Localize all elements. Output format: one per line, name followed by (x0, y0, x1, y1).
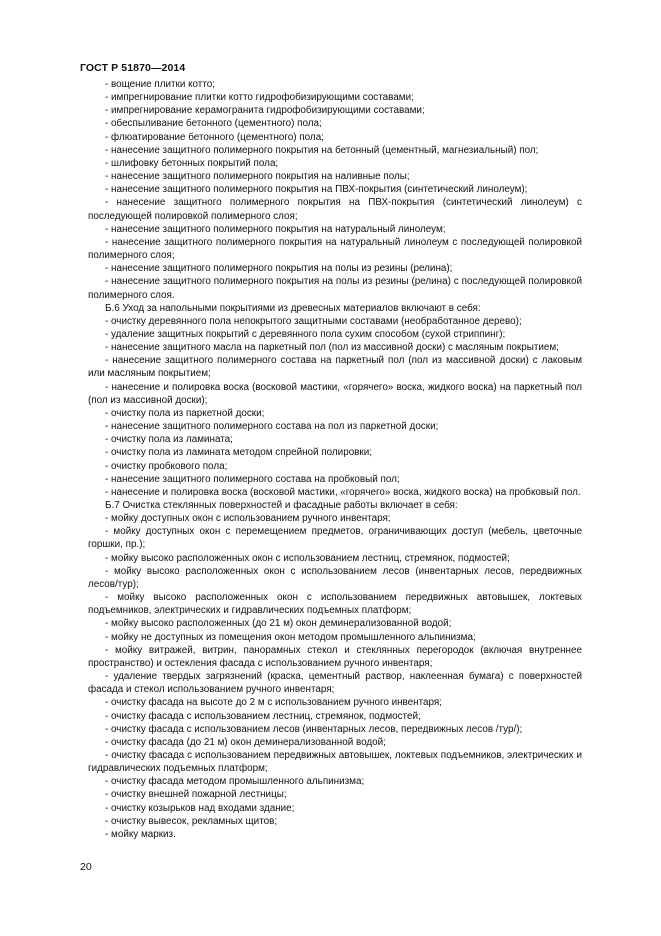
paragraph: - удаление твердых загрязнений (краска, цементный раствор, наклеенная бумага) с поверхностей фасада и стекол использованием ручного инвентаря; (88, 671, 582, 696)
paragraph: - флюатирование бетонного (цементного) пола; (105, 131, 324, 143)
paragraph: - мойку маркиз. (105, 828, 176, 840)
paragraph: - очистку фасада с использованием лесов (инвентарных лесов, передвижных лесов /тур/); (105, 723, 523, 735)
paragraph: - очистку козырьков над входами здание; (105, 802, 295, 814)
paragraph: - нанесение защитного полимерного покрытия на полы из резины (релина) с последующей полировкой полимерного слоя. (88, 276, 582, 301)
paragraph: - мойку высоко расположенных окон с использованием лесов (инвентарных лесов, передвижных лесов/тур); (88, 565, 582, 590)
paragraph: - мойку не доступных из помещения окон методом промышленного альпинизма; (105, 631, 476, 643)
paragraph: - нанесение защитного полимерного покрытия на натуральный линолеум; (105, 223, 446, 235)
paragraph: - очистку фасада с использованием передвижных автовышек, локтевых подъемников, электрических и гидравлических подъемных платформ; (88, 749, 582, 775)
paragraph: - очистку фасада с использованием лестниц, стремянок, подмостей; (105, 710, 421, 722)
paragraph: - нанесение защитного полимерного состава на пол из паркетной доски; (105, 421, 439, 433)
paragraph: - очистку пробкового пола; (105, 460, 228, 472)
paragraph: - нанесение и полировка воска (восковой мастики, «горячего» воска, жидкого воска) на пробковый пол. (105, 486, 581, 498)
paragraph: - импрегнирование плитки котто гидрофобизирующими составами; (105, 92, 414, 104)
paragraph: - очистку пола из паркетной доски; (105, 407, 265, 419)
paragraph: - мойку доступных окон с перемещением предметов, ограничивающих доступ (мебель, цветочные горшки, пр.); (88, 526, 582, 551)
paragraph: - мойку высоко расположенных окон с использованием передвижных автовышек, локтевых подъемников, электрических и гидравлических подъемных платформ; (88, 592, 582, 617)
paragraph: - очистку деревянного пола непокрытого защитными составами (необработанное дерево); (105, 315, 522, 327)
paragraph: - мойку высоко расположенных (до 21 м) окон деминерализованной водой; (105, 618, 452, 630)
paragraph: - очистку фасада на высоте до 2 м с использованием ручного инвентаря; (105, 697, 443, 709)
paragraph: - нанесение защитного полимерного покрытия на бетонный (цементный, магнезиальный) пол; (105, 144, 539, 156)
paragraph: - шлифовку бетонных покрытий пола; (105, 157, 279, 169)
page-number: 20 (80, 861, 92, 873)
paragraph: - очистку внешней пожарной лестницы; (105, 789, 287, 801)
paragraph: - очистку вывесок, рекламных щитов; (105, 815, 278, 827)
paragraph: - нанесение защитного масла на паркетный пол (пол из массивной доски) с масляным покрытием; (105, 342, 559, 354)
paragraph: - очистку фасада (до 21 м) окон деминерализованной водой; (105, 736, 386, 748)
paragraph: - нанесение защитного полимерного состава на пробковый пол; (105, 473, 400, 485)
paragraph: - нанесение и полировка воска (восковой мастики, «горячего» воска, жидкого воска) на паркетный пол (пол из массивной доски); (88, 381, 582, 406)
paragraph: Б.6 Уход за напольными покрытиями из древесных материалов включают в себя: (105, 302, 481, 314)
paragraph: - вощение плитки котто; (105, 79, 215, 90)
paragraph: - нанесение защитного полимерного покрытия на ПВХ-покрытия (синтетический линолеум) с последующей полировкой полимерного слоя; (88, 197, 582, 222)
paragraph: - очистку пола из ламината методом спрейной полировки; (105, 447, 373, 459)
paragraph: - мойку витражей, витрин, панорамных стекол и стеклянных перегородок (включая внутреннее пространство) и остекления фасада с использованием ручного инвентаря; (88, 644, 582, 669)
paragraph: - мойку доступных окон с использованием ручного инвентаря; (105, 513, 391, 525)
paragraph: - обеспыливание бетонного (цементного) пола; (105, 118, 322, 130)
paragraph: - нанесение защитного полимерного состава на паркетный пол (пол из массивной доски) с лаковым или масляным покрытием; (88, 355, 582, 380)
document-body (88, 78, 582, 841)
document-header: ГОСТ Р 51870—2014 (80, 62, 186, 74)
paragraph: - импрегнирование керамогранита гидрофобизирующими составами; (105, 105, 425, 117)
paragraph: - нанесение защитного полимерного покрытия на наливные полы; (105, 171, 410, 183)
paragraph: - нанесение защитного полимерного покрытия на натуральный линолеум с последующей полировкой полимерного слоя; (88, 236, 582, 262)
paragraph: - очистку пола из ламината; (105, 434, 233, 446)
paragraph: - мойку высоко расположенных окон с использованием лестниц, стремянок, подмостей; (105, 552, 510, 564)
paragraph: - удаление защитных покрытий с деревянного пола сухим способом (сухой стриппинг); (105, 328, 506, 340)
paragraph: - нанесение защитного полимерного покрытия на ПВХ-покрытия (синтетический линолеум); (105, 184, 528, 196)
paragraph: - нанесение защитного полимерного покрытия на полы из резины (релина); (105, 263, 453, 275)
paragraph: - очистку фасада методом промышленного альпинизма; (105, 776, 365, 788)
paragraph: Б.7 Очистка стеклянных поверхностей и фасадные работы включает в себя: (105, 500, 458, 511)
